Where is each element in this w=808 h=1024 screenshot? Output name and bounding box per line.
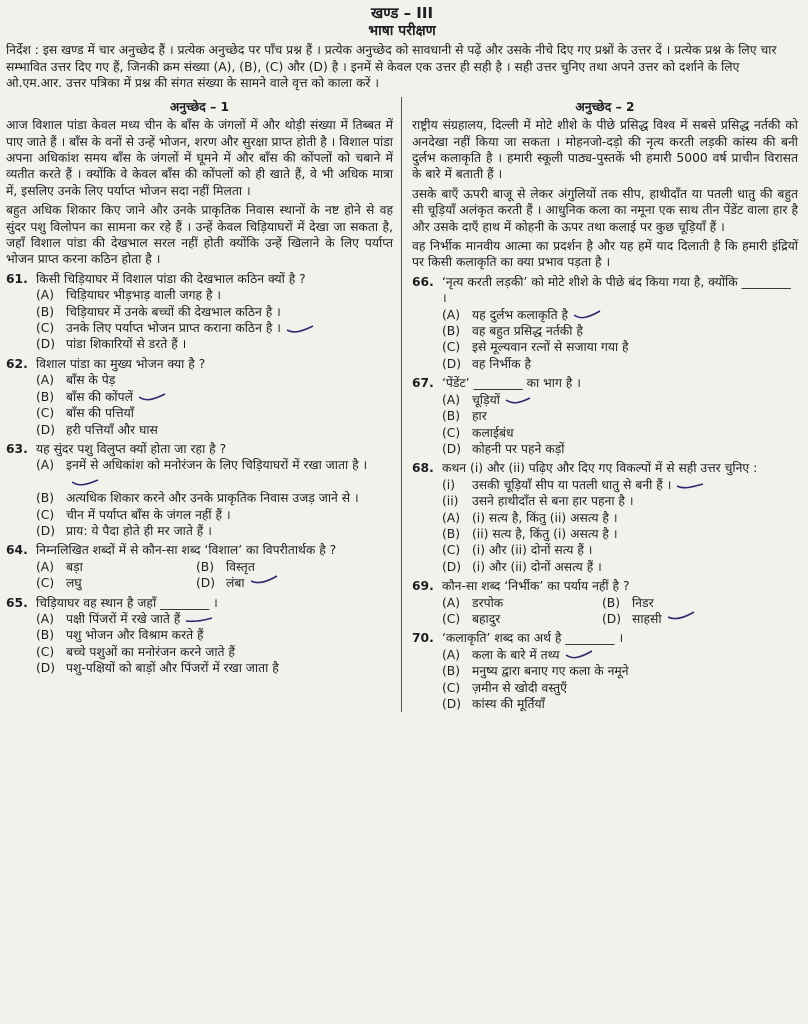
option-label: (D) xyxy=(442,441,462,456)
question-number: 70. xyxy=(412,631,434,646)
option-text: बाँस की पत्तियाँ xyxy=(66,406,134,421)
statement xyxy=(412,477,798,493)
option-label: (D) xyxy=(36,422,56,437)
subject-title: भाषा परीक्षण xyxy=(368,23,436,39)
option-label: (C) xyxy=(442,340,461,355)
option-label: (A) xyxy=(442,510,461,525)
option[interactable] xyxy=(412,542,798,558)
question-number: 65. xyxy=(6,595,28,610)
question-text: कौन-सा शब्द ‘निर्भीक’ का पर्याय नहीं है ? xyxy=(442,579,630,594)
question-number: 64. xyxy=(6,543,28,558)
option-text: पांडा शिकारियों से डरते हैं । xyxy=(66,337,187,352)
option[interactable] xyxy=(6,372,393,388)
instructions: निर्देश : इस खण्ड में चार अनुच्छेद हैं । प्रत्येक अनुच्छेद पर पाँच प्रश्न हैं । प्रत्येक अनुच्छेद को सावधानी से पढ़ें और उसके नीचे दिए गए प्रश्नों के उत्तर दें । प्रत्येक प्रश्न के लिए चार सम्भावित उत्तर दिए गए हैं, जिनकी क्रम संख्या (A), (B), (C) और (D) है । इनमें से केवल एक उत्तर ही सही है । सही उत्तर चुनिए तथा अपने उत्तर को दर्शाने के लिए ओ.एम.आर. उत्तर पत्रिका में प्रश्न की संगत संख्या के सामने वाले वृत्त को काला करें । xyxy=(6,43,777,91)
option[interactable] xyxy=(6,523,393,539)
option[interactable] xyxy=(412,526,798,542)
option-label: (C) xyxy=(442,543,461,558)
option-text: चिड़ियाघर भीड़भाड़ वाली जगह है । xyxy=(66,288,222,303)
statement-text: उसकी चूड़ियाँ सीप या पतली धातु से बनी हैं । xyxy=(472,477,672,492)
option-label: (A) xyxy=(36,458,55,473)
option-text: बाँस की कोंपलें xyxy=(66,389,133,404)
passage-1-para-2: बहुत अधिक शिकार किए जाने और उनके प्राकृतिक निवास स्थानों के नष्ट होने से वह सुंदर पशु विलोपन का सामना कर रहे हैं । उन्हें केवल चिड़ियाघरों में देखा जा सकता है, जहाँ विशाल पांडा की देखभाल सरल नहीं होती क्योंकि उन्हें खिलाने के लिए पर्याप्त भोजन प्राप्त करना कठिन होता है । xyxy=(6,203,393,267)
option[interactable] xyxy=(412,307,798,323)
option-text: लंबा xyxy=(226,576,245,591)
option-text: (i) सत्य है, किंतु (ii) असत्य है । xyxy=(472,510,618,525)
option-label: (A) xyxy=(442,647,461,662)
section-title: खण्ड – III xyxy=(370,4,434,22)
two-column-body xyxy=(6,97,798,713)
option[interactable] xyxy=(6,644,393,660)
option[interactable] xyxy=(412,680,798,696)
option-text: चिड़ियाघर में उनके बच्चों की देखभाल कठिन है । xyxy=(66,304,281,319)
option[interactable] xyxy=(602,595,762,611)
left-column xyxy=(6,97,402,713)
check-mark-icon xyxy=(504,395,534,405)
passage-2-para-2: उसके बाएँ ऊपरी बाजू से लेकर अंगुलियों तक सीप, हाथीदाँत या पतली धातु की बहुत सी चूड़ियाँ अलंकृत करती हैं । आधुनिक कला का नमूना एक साथ तीन पेंडेंट वाला हार है और उसके दाएँ हाथ में कोहनी के ऊपर तथा कलाई पर कुछ चूड़ियाँ हैं । xyxy=(412,186,798,234)
option[interactable] xyxy=(6,611,393,627)
option-text: प्राय: ये पैदा होते ही मर जाते हैं । xyxy=(66,523,212,538)
passage-1-title: अनुच्छेद – 1 xyxy=(169,99,230,114)
option[interactable] xyxy=(36,559,196,575)
option[interactable] xyxy=(6,320,393,336)
option-label: (B) xyxy=(36,304,55,319)
passage-1-para-1: आज विशाल पांडा केवल मध्य चीन के बाँस के जंगलों में और थोड़ी संख्या में तिब्बत में पाए जाते हैं । बाँस के वनों से उन्हें भोजन, शरण और सुरक्षा प्राप्त होती है । विशाल पांडा अपना अधिकांश समय बाँस के जंगलों में घूमने में और बाँस की कोंपलों को चबाने में व्यतीत करते हैं । क्योंकि वे केवल बाँस की कोंपलों को ही खाते हैं, वे भी अधिक मात्रा में, इसलिए उनके लिए पर्याप्त भोजन सदा नहीं मिलता । xyxy=(6,118,393,198)
option-text: चूड़ियों xyxy=(472,392,500,407)
option-text: अत्यधिक शिकार करने और उनके प्राकृतिक निवास उजड़ जाने से । xyxy=(66,491,359,506)
option[interactable] xyxy=(412,356,798,372)
question-70 xyxy=(412,630,798,646)
option-label: (D) xyxy=(442,356,462,371)
option[interactable] xyxy=(6,490,393,506)
option-label: (D) xyxy=(196,576,216,591)
statement-text: उसने हाथीदाँत से बना हार पहना है । xyxy=(472,494,634,509)
option[interactable] xyxy=(412,559,798,575)
option-row xyxy=(412,595,798,611)
option[interactable] xyxy=(412,339,798,355)
option-text: वह निर्भीक है xyxy=(472,356,531,371)
statement-label: (ii) xyxy=(442,494,459,509)
option-text: कांस्य की मूर्तियाँ xyxy=(472,697,545,711)
option-text: हार xyxy=(472,409,487,424)
passage-2-para-1: राष्ट्रीय संग्रहालय, दिल्ली में मोटे शीशे के पीछे प्रसिद्ध विश्व में सबसे प्रसिद्ध नर्तकी को अनदेखा नहीं किया जा सकता । मोहनजो-दड़ो की नृत्य करती लड़की कांस्य की बनी दुर्लभ कलाकृति है । हमारी स्कूली पाठ्य-पुस्तकें भी हमारी 5000 वर्ष प्राचीन विरासत के बारे में बताती हैं । xyxy=(412,118,798,182)
question-text: चिड़ियाघर वह स्थान है जहाँ ________ । xyxy=(36,595,218,610)
option-text: साहसी xyxy=(632,611,662,626)
option-text: बाँस के पेड़ xyxy=(66,373,116,388)
question-67 xyxy=(412,375,798,391)
option[interactable] xyxy=(6,304,393,320)
option-label: (C) xyxy=(36,507,55,522)
option-label: (C) xyxy=(442,611,461,626)
option-text: (i) और (ii) दोनों सत्य हैं । xyxy=(472,543,593,558)
option[interactable] xyxy=(412,647,798,663)
option-label: (C) xyxy=(442,425,461,440)
question-text: विशाल पांडा का मुख्य भोजन क्या है ? xyxy=(36,356,206,371)
check-mark-icon xyxy=(564,650,594,660)
option-text: वह बहुत प्रसिद्ध नर्तकी है xyxy=(472,324,583,339)
option-label: (A) xyxy=(36,288,55,303)
option[interactable] xyxy=(36,575,196,591)
option-text: (i) और (ii) दोनों असत्य हैं । xyxy=(472,559,602,574)
option[interactable] xyxy=(6,287,393,303)
statement xyxy=(412,493,798,509)
option[interactable] xyxy=(6,405,393,421)
option-text: इसे मूल्यवान रत्नों से सजाया गया है xyxy=(472,340,629,355)
option-text: बड़ा xyxy=(66,559,83,574)
option[interactable] xyxy=(6,457,393,490)
option-label: (B) xyxy=(602,595,621,610)
option[interactable] xyxy=(412,510,798,526)
question-69 xyxy=(412,578,798,594)
check-mark-icon xyxy=(572,310,602,320)
option-text: उनके लिए पर्याप्त भोजन प्राप्त कराना कठिन है । xyxy=(66,321,281,336)
option-text: चीन में पर्याप्त बाँस के जंगल नहीं हैं । xyxy=(66,507,231,522)
option[interactable] xyxy=(412,663,798,679)
option-text: हरी पत्तियाँ और घास xyxy=(66,422,158,437)
option-label: (C) xyxy=(36,321,55,336)
option-label: (D) xyxy=(36,337,56,352)
option[interactable] xyxy=(6,627,393,643)
option-text: ज़मीन से खोदी वस्तुएँ xyxy=(472,680,567,695)
option-label: (B) xyxy=(36,491,55,506)
option-label: (B) xyxy=(442,324,461,339)
question-62 xyxy=(6,356,393,372)
option-row xyxy=(6,575,393,591)
option[interactable] xyxy=(602,611,762,627)
option-label: (A) xyxy=(442,392,461,407)
option[interactable] xyxy=(6,336,393,352)
option-label: (B) xyxy=(442,664,461,679)
question-number: 69. xyxy=(412,579,434,594)
question-text: ‘पेंडेंट’ ________ का भाग है । xyxy=(442,376,581,391)
option-text: इनमें से अधिकांश को मनोरंजन के लिए चिड़ियाघरों में रखा जाता है । xyxy=(66,458,368,473)
option-label: (D) xyxy=(602,611,622,626)
question-text: ‘कलाकृति’ शब्द का अर्थ है ________ । xyxy=(442,631,624,646)
check-mark-icon xyxy=(675,480,705,490)
option-label: (A) xyxy=(442,307,461,322)
question-number: 66. xyxy=(412,274,434,289)
option-text: विस्तृत xyxy=(226,559,255,574)
option[interactable] xyxy=(442,611,602,627)
question-64 xyxy=(6,542,393,558)
option[interactable] xyxy=(196,575,356,591)
option-label: (B) xyxy=(442,409,461,424)
option[interactable] xyxy=(412,408,798,424)
question-text: किसी चिड़ियाघर में विशाल पांडा की देखभाल कठिन क्यों है ? xyxy=(36,271,306,286)
check-mark-icon xyxy=(70,477,100,487)
option-text: बच्चे पशुओं का मनोरंजन करने जाते हैं xyxy=(66,644,235,659)
option[interactable] xyxy=(6,507,393,523)
option-label: (B) xyxy=(442,526,461,541)
option-text: पशु-पक्षियों को बाड़ों और पिंजरों में रखा जाता है xyxy=(66,661,279,676)
question-number: 67. xyxy=(412,376,434,391)
option-label: (D) xyxy=(36,661,56,676)
option-text: कोहनी पर पहने कड़ों xyxy=(472,441,565,456)
option-text: लघु xyxy=(66,576,82,591)
statement-label: (i) xyxy=(442,477,456,492)
question-65 xyxy=(6,595,393,611)
option[interactable] xyxy=(412,441,798,457)
check-mark-icon xyxy=(285,324,315,334)
check-mark-icon xyxy=(137,392,167,402)
option-label: (C) xyxy=(36,406,55,421)
option[interactable] xyxy=(442,595,602,611)
option-label: (A) xyxy=(36,373,55,388)
option-label: (D) xyxy=(442,559,462,574)
option[interactable] xyxy=(196,559,356,575)
option-label: (B) xyxy=(36,389,55,404)
option-row xyxy=(412,611,798,627)
option-text: (ii) सत्य है, किंतु (i) असत्य है । xyxy=(472,526,618,541)
question-63 xyxy=(6,441,393,457)
option-label: (D) xyxy=(36,523,56,538)
option[interactable] xyxy=(412,696,798,712)
option-label: (A) xyxy=(442,595,461,610)
option[interactable] xyxy=(412,323,798,339)
question-number: 63. xyxy=(6,441,28,456)
option-label: (C) xyxy=(442,680,461,695)
check-mark-icon xyxy=(666,611,696,621)
option[interactable] xyxy=(6,660,393,676)
option-text: मनुष्य द्वारा बनाए गए कला के नमूने xyxy=(472,664,629,679)
option-label: (D) xyxy=(442,697,462,711)
option-text: कलाईबंध xyxy=(472,425,514,440)
option-label: (C) xyxy=(36,644,55,659)
option-text: बहादुर xyxy=(472,611,501,626)
option-label: (C) xyxy=(36,576,55,591)
question-68 xyxy=(412,460,798,476)
option[interactable] xyxy=(412,425,798,441)
option-text: यह दुर्लभ कलाकृति है xyxy=(472,307,569,322)
right-column xyxy=(402,97,798,713)
option[interactable] xyxy=(6,422,393,438)
question-number: 68. xyxy=(412,461,434,476)
check-mark-icon xyxy=(184,614,214,624)
option-label: (B) xyxy=(196,559,215,574)
option-text: पशु भोजन और विश्राम करते हैं xyxy=(66,628,204,643)
option-row xyxy=(6,559,393,575)
option[interactable] xyxy=(6,389,393,405)
question-text: यह सुंदर पशु विलुप्त क्यों होता जा रहा है ? xyxy=(36,441,227,456)
question-text: ‘नृत्य करती लड़की’ को मोटे शीशे के पीछे बंद किया गया है, क्योंकि ________ । xyxy=(442,274,791,306)
check-mark-icon xyxy=(249,575,279,585)
option[interactable] xyxy=(412,392,798,408)
option-text: डरपोक xyxy=(472,595,504,610)
question-number: 61. xyxy=(6,271,28,286)
question-text: कथन (i) और (ii) पढ़िए और दिए गए विकल्पों में से सही उत्तर चुनिए : xyxy=(442,461,758,476)
question-66 xyxy=(412,274,798,307)
passage-2-para-3: वह निर्भीक मानवीय आत्मा का प्रदर्शन है और यह हमें याद दिलाती है कि हमारी इंद्रियों पर किसी कलाकृति का क्या प्रभाव पड़ता है । xyxy=(412,239,798,270)
question-61 xyxy=(6,271,393,287)
option-text: कला के बारे में तथ्य xyxy=(472,647,560,662)
question-number: 62. xyxy=(6,356,28,371)
question-text: निम्नलिखित शब्दों में से कौन-सा शब्द ‘विशाल’ का विपरीतार्थक है ? xyxy=(36,543,337,558)
option-text: निडर xyxy=(632,595,654,610)
option-label: (A) xyxy=(36,611,55,626)
passage-2-title: अनुच्छेद – 2 xyxy=(575,99,635,114)
option-label: (A) xyxy=(36,559,55,574)
option-text: पक्षी पिंजरों में रखे जाते हैं xyxy=(66,611,181,626)
option-label: (B) xyxy=(36,628,55,643)
